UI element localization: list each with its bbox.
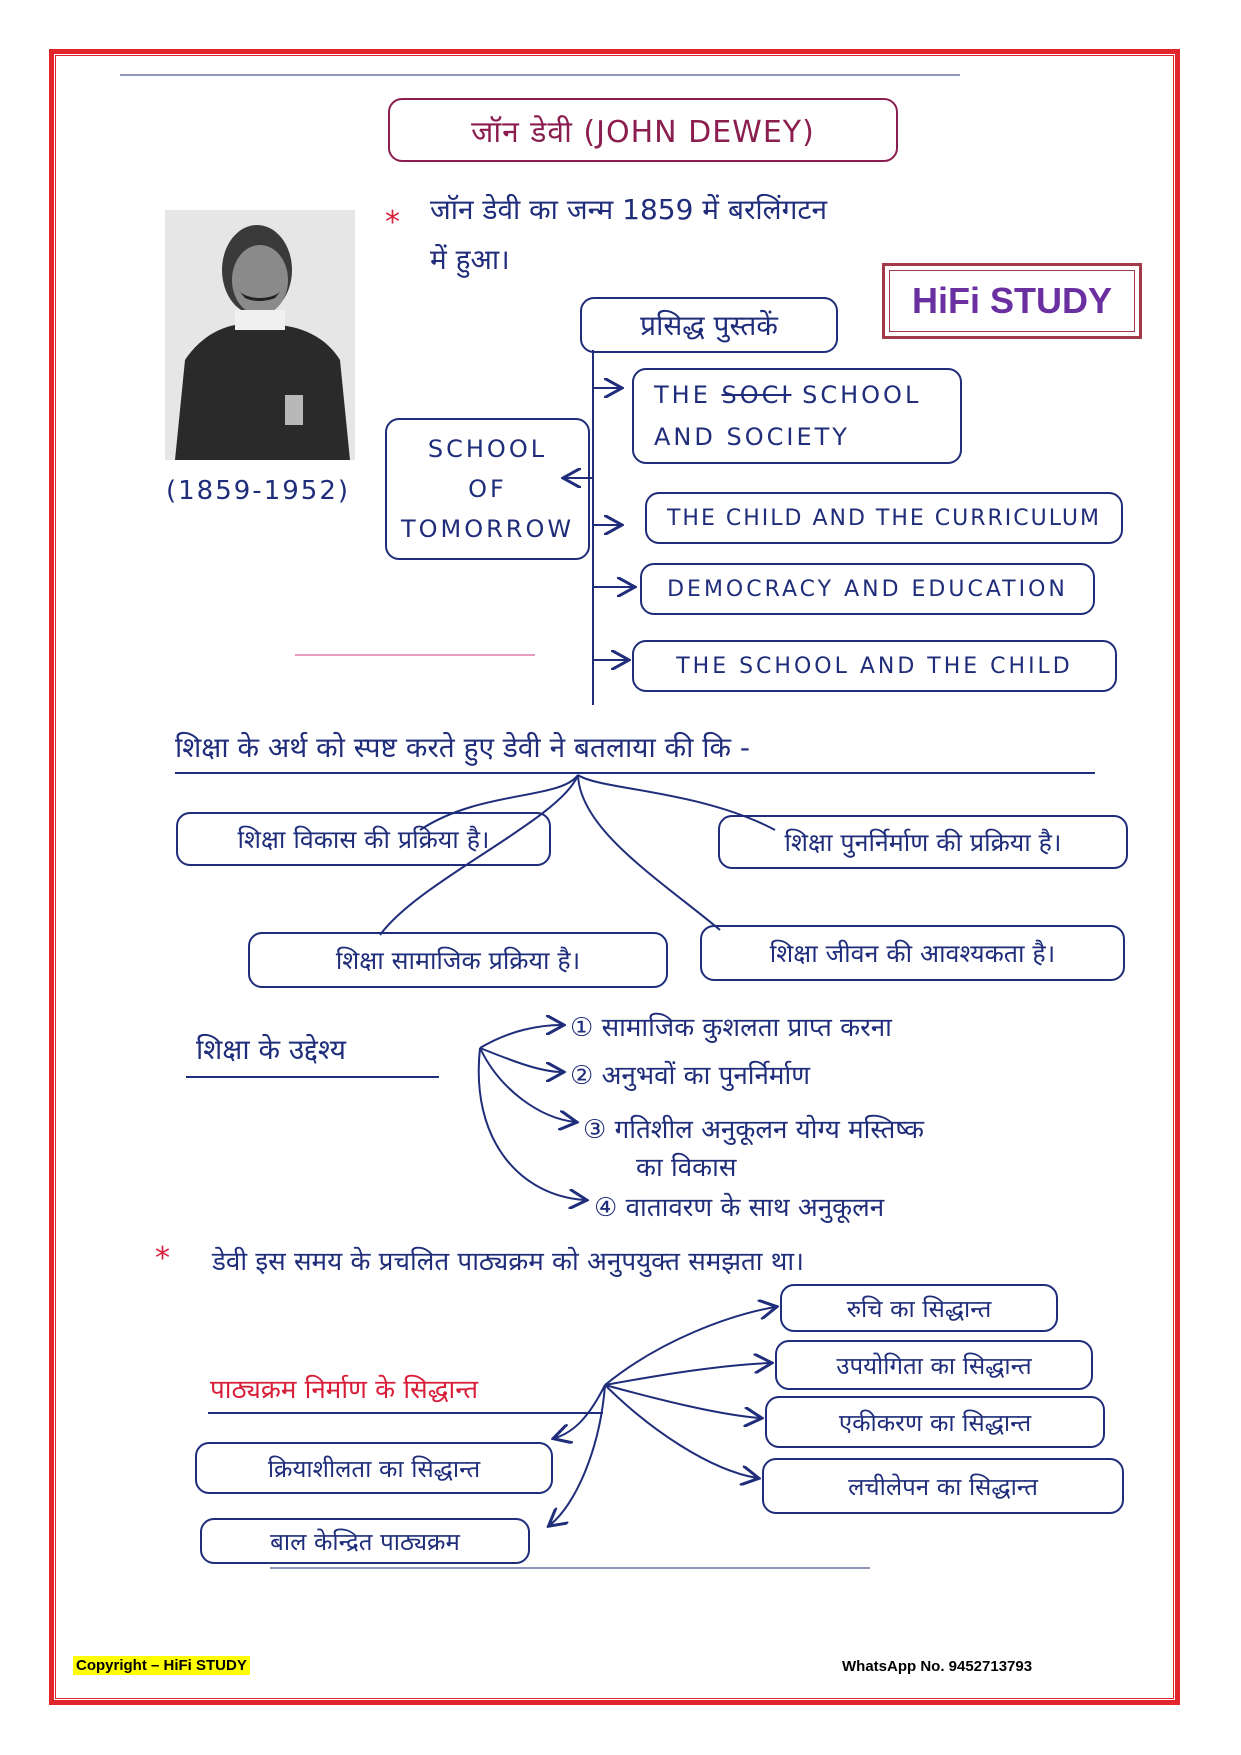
curriculum-right-2 — [775, 1340, 1093, 1390]
intro-line-1: जॉन डेवी का जन्म 1859 में बरलिंगटन — [430, 193, 828, 226]
book-democracy-education — [640, 563, 1095, 615]
aim-item-1: ① सामाजिक कुशलता प्राप्त करना — [570, 1013, 892, 1043]
meaning-item-4-text: शिक्षा जीवन की आवश्यकता है। — [769, 939, 1056, 968]
book-sot-line-2: OF — [468, 475, 507, 503]
curriculum-right-1-text: रुचि का सिद्धान्त — [846, 1294, 992, 1323]
meaning-item-1-text: शिक्षा विकास की प्रक्रिया है। — [237, 825, 490, 854]
meaning-underline — [175, 772, 1095, 774]
curriculum-left-1-text: क्रियाशीलता का सिद्धान्त — [267, 1454, 481, 1483]
curriculum-right-3 — [765, 1396, 1105, 1448]
book-democracy-text: DEMOCRACY AND EDUCATION — [667, 576, 1068, 602]
book-sot-line-3: TOMORROW — [400, 515, 575, 543]
books-heading-text: प्रसिद्ध पुस्तकें — [640, 309, 778, 342]
meaning-item-2-text: शिक्षा पुनर्निर्माण की प्रक्रिया है। — [784, 828, 1062, 857]
curriculum-right-1 — [780, 1284, 1058, 1332]
meaning-heading: शिक्षा के अर्थ को स्पष्ट करते हुए डेवी ने बतलाया की कि - — [175, 731, 751, 764]
note-line: डेवी इस समय के प्रचलित पाठ्यक्रम को अनुपयुक्त समझता था। — [212, 1247, 804, 1277]
curriculum-left-2 — [200, 1518, 530, 1564]
page-title — [388, 98, 898, 162]
john-dewey-photo — [165, 210, 355, 460]
aim-item-4: ④ वातावरण के साथ अनुकूलन — [594, 1193, 885, 1223]
aim-item-3-cont: का विकास — [636, 1153, 737, 1183]
book-sas-line-2: AND SOCIETY — [654, 423, 850, 451]
hifi-study-text: HiFi STUDY — [889, 270, 1135, 332]
curriculum-underline — [208, 1412, 603, 1414]
book-sas-the: THE — [654, 381, 711, 409]
aim-item-3: ③ गतिशील अनुकूलन योग्य मस्तिष्क — [583, 1115, 924, 1145]
whatsapp-label: WhatsApp No. 9452713793 — [842, 1658, 1033, 1675]
years: (1859-1952) — [166, 476, 351, 506]
book-sas-line-1 — [654, 374, 921, 416]
hifi-study-badge — [882, 263, 1142, 339]
book-school-child-text: THE SCHOOL AND THE CHILD — [676, 653, 1073, 679]
curriculum-right-4 — [762, 1458, 1124, 1514]
meaning-item-4 — [700, 925, 1125, 981]
book-school-and-society — [632, 368, 962, 464]
curriculum-heading: पाठ्यक्रम निर्माण के सिद्धान्त — [210, 1375, 479, 1405]
meaning-item-3-text: शिक्षा सामाजिक प्रक्रिया है। — [335, 946, 581, 975]
meaning-item-1 — [176, 812, 551, 866]
page-title-text: जॉन डेवी (JOHN DEWEY) — [471, 114, 815, 150]
book-sot-line-1: SCHOOL — [427, 435, 548, 463]
aim-item-2: ② अनुभवों का पुनर्निर्माण — [570, 1061, 811, 1091]
curriculum-right-4-text: लचीलेपन का सिद्धान्त — [848, 1472, 1038, 1501]
curriculum-right-2-text: उपयोगिता का सिद्धान्त — [836, 1351, 1032, 1380]
svg-text:*: * — [155, 1241, 170, 1276]
book-school-and-child — [632, 640, 1117, 692]
meaning-item-2 — [718, 815, 1128, 869]
book-sas-strike: SOCI — [721, 381, 792, 409]
aims-underline — [186, 1076, 439, 1078]
books-heading — [580, 297, 838, 353]
book-child-curriculum-text: THE CHILD AND THE CURRICULUM — [666, 505, 1101, 531]
curriculum-right-3-text: एकीकरण का सिद्धान्त — [838, 1408, 1032, 1437]
svg-text:*: * — [385, 205, 400, 240]
meaning-item-3 — [248, 932, 668, 988]
book-sas-school: SCHOOL — [802, 381, 922, 409]
intro-line-2: में हुआ। — [430, 243, 510, 276]
book-child-curriculum — [645, 492, 1123, 544]
copyright-label: Copyright – HiFi STUDY — [73, 1656, 250, 1675]
aims-heading: शिक्षा के उद्देश्य — [196, 1033, 346, 1066]
curriculum-left-1 — [195, 1442, 553, 1494]
book-school-of-tomorrow — [385, 418, 590, 560]
curriculum-left-2-text: बाल केन्द्रित पाठ्यक्रम — [270, 1527, 460, 1556]
